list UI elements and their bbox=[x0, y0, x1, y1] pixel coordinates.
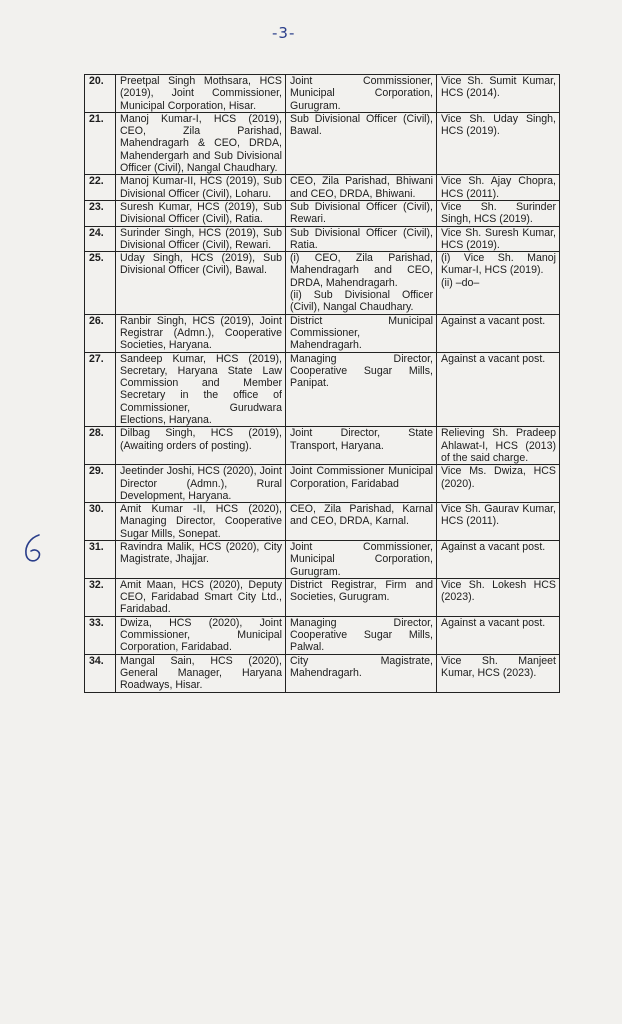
officer-details: Suresh Kumar, HCS (2019), Sub Divisional Officer (Civil), Ratia. bbox=[116, 200, 286, 226]
serial-number: 21. bbox=[85, 112, 116, 174]
remarks: Against a vacant post. bbox=[437, 314, 560, 352]
officer-details: Manoj Kumar-I, HCS (2019), CEO, Zila Parishad, Mahendragarh & CEO, DRDA, Mahendergarh and Sub Divisional Officer (Civil), Nangal Chaudhary. bbox=[116, 112, 286, 174]
new-posting: Sub Divisional Officer (Civil), Bawal. bbox=[286, 112, 437, 174]
serial-number: 20. bbox=[85, 75, 116, 113]
new-posting: Sub Divisional Officer (Civil), Rewari. bbox=[286, 200, 437, 226]
remarks: Against a vacant post. bbox=[437, 616, 560, 654]
remarks: Vice Sh. Ajay Chopra, HCS (2011). bbox=[437, 175, 560, 201]
table-row bbox=[85, 112, 560, 174]
table-body bbox=[85, 75, 560, 693]
new-posting: CEO, Zila Parishad, Bhiwani and CEO, DRDA, Bhiwani. bbox=[286, 175, 437, 201]
new-posting: District Municipal Commissioner, Mahendragarh. bbox=[286, 314, 437, 352]
remarks: Vice Sh. Suresh Kumar, HCS (2019). bbox=[437, 226, 560, 252]
table-row bbox=[85, 314, 560, 352]
posting-orders-table bbox=[84, 74, 560, 693]
officer-details: Surinder Singh, HCS (2019), Sub Divisional Officer (Civil), Rewari. bbox=[116, 226, 286, 252]
table-row bbox=[85, 352, 560, 427]
new-posting: CEO, Zila Parishad, Karnal and CEO, DRDA, Karnal. bbox=[286, 503, 437, 541]
officer-details: Amit Kumar -II, HCS (2020), Managing Director, Cooperative Sugar Mills, Sonepat. bbox=[116, 503, 286, 541]
table-row bbox=[85, 75, 560, 113]
serial-number: 26. bbox=[85, 314, 116, 352]
serial-number: 29. bbox=[85, 465, 116, 503]
remarks: Against a vacant post. bbox=[437, 540, 560, 578]
serial-number: 34. bbox=[85, 654, 116, 692]
new-posting: City Magistrate, Mahendragarh. bbox=[286, 654, 437, 692]
serial-number: 30. bbox=[85, 503, 116, 541]
remarks: Vice Sh. Sumit Kumar, HCS (2014). bbox=[437, 75, 560, 113]
remarks: Vice Ms. Dwiza, HCS (2020). bbox=[437, 465, 560, 503]
serial-number: 28. bbox=[85, 427, 116, 465]
officer-details: Ravindra Malik, HCS (2020), City Magistrate, Jhajjar. bbox=[116, 540, 286, 578]
new-posting: (i) CEO, Zila Parishad, Mahendragarh and CEO, DRDA, Mahendragarh. (ii) Sub Divisional Officer (Civil), Nangal Chaudhary. bbox=[286, 252, 437, 314]
officer-details: Dilbag Singh, HCS (2019), (Awaiting orders of posting). bbox=[116, 427, 286, 465]
new-posting: Managing Director, Cooperative Sugar Mills, Palwal. bbox=[286, 616, 437, 654]
officer-details: Amit Maan, HCS (2020), Deputy CEO, Faridabad Smart City Ltd., Faridabad. bbox=[116, 578, 286, 616]
table-row bbox=[85, 226, 560, 252]
remarks: Vice Sh. Gaurav Kumar, HCS (2011). bbox=[437, 503, 560, 541]
serial-number: 27. bbox=[85, 352, 116, 427]
new-posting: Joint Commissioner, Municipal Corporation, Gurugram. bbox=[286, 540, 437, 578]
table-row bbox=[85, 175, 560, 201]
officer-details: Preetpal Singh Mothsara, HCS (2019), Joint Commissioner, Municipal Corporation, Hisar. bbox=[116, 75, 286, 113]
new-posting: District Registrar, Firm and Societies, Gurugram. bbox=[286, 578, 437, 616]
table-row bbox=[85, 252, 560, 314]
handwritten-six-mark bbox=[22, 532, 48, 566]
table-row bbox=[85, 654, 560, 692]
remarks: Vice Sh. Manjeet Kumar, HCS (2023). bbox=[437, 654, 560, 692]
serial-number: 33. bbox=[85, 616, 116, 654]
serial-number: 22. bbox=[85, 175, 116, 201]
new-posting: Joint Commissioner Municipal Corporation, Faridabad bbox=[286, 465, 437, 503]
table-row bbox=[85, 578, 560, 616]
remarks: Vice Sh. Uday Singh, HCS (2019). bbox=[437, 112, 560, 174]
table-row bbox=[85, 200, 560, 226]
serial-number: 23. bbox=[85, 200, 116, 226]
handwritten-margin-note bbox=[22, 532, 48, 566]
table-row bbox=[85, 616, 560, 654]
table-row bbox=[85, 540, 560, 578]
officer-details: Jeetinder Joshi, HCS (2020), Joint Director (Admn.), Rural Development, Haryana. bbox=[116, 465, 286, 503]
officer-details: Uday Singh, HCS (2019), Sub Divisional Officer (Civil), Bawal. bbox=[116, 252, 286, 314]
officer-details: Sandeep Kumar, HCS (2019), Secretary, Haryana State Law Commission and Member Secretary in the office of Commissioner, Gurudwara Elections, Haryana. bbox=[116, 352, 286, 427]
officer-details: Manoj Kumar-II, HCS (2019), Sub Divisional Officer (Civil), Loharu. bbox=[116, 175, 286, 201]
table-row bbox=[85, 503, 560, 541]
new-posting: Joint Commissioner, Municipal Corporation, Gurugram. bbox=[286, 75, 437, 113]
table-row bbox=[85, 465, 560, 503]
remarks: (i) Vice Sh. Manoj Kumar-I, HCS (2019). (ii) –do– bbox=[437, 252, 560, 314]
table-row bbox=[85, 427, 560, 465]
remarks: Relieving Sh. Pradeep Ahlawat-I, HCS (2013) of the said charge. bbox=[437, 427, 560, 465]
new-posting: Sub Divisional Officer (Civil), Ratia. bbox=[286, 226, 437, 252]
serial-number: 25. bbox=[85, 252, 116, 314]
serial-number: 24. bbox=[85, 226, 116, 252]
officer-details: Mangal Sain, HCS (2020), General Manager, Haryana Roadways, Hisar. bbox=[116, 654, 286, 692]
officer-details: Ranbir Singh, HCS (2019), Joint Registrar (Admn.), Cooperative Societies, Haryana. bbox=[116, 314, 286, 352]
officer-details: Dwiza, HCS (2020), Joint Commissioner, Municipal Corporation, Faridabad. bbox=[116, 616, 286, 654]
serial-number: 32. bbox=[85, 578, 116, 616]
new-posting: Managing Director, Cooperative Sugar Mills, Panipat. bbox=[286, 352, 437, 427]
page-number: -3- bbox=[272, 24, 296, 42]
serial-number: 31. bbox=[85, 540, 116, 578]
remarks: Against a vacant post. bbox=[437, 352, 560, 427]
remarks: Vice Sh. Surinder Singh, HCS (2019). bbox=[437, 200, 560, 226]
remarks: Vice Sh. Lokesh HCS (2023). bbox=[437, 578, 560, 616]
new-posting: Joint Director, State Transport, Haryana. bbox=[286, 427, 437, 465]
